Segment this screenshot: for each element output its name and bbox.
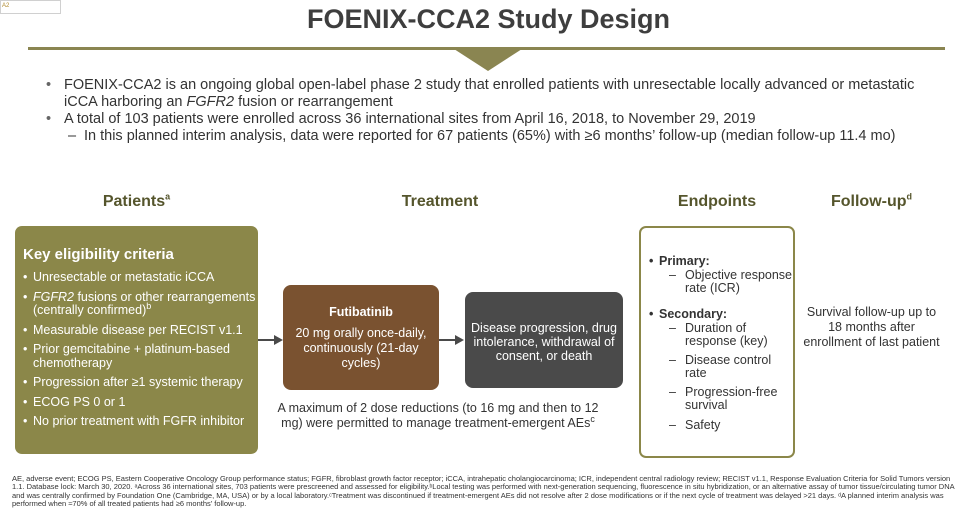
bullet-study-text-b: fusion or rearrangement: [234, 94, 393, 110]
footnote: AE, adverse event; ECOG PS, Eastern Cooperative Oncology Group performance status; FGFR, fibroblast growth factor receptor; iCCA, intrahepatic cholangiocarcinoma; ICR, independent central radiology review; RECIST v1.1, Response Evaluation Criteria for Solid Tumors version 1.1. Database lock: March 30, 2020. ᵃAcross 36 international sites, 703 patients were prescreened and assessed for eligibility.ᵇLocal testing was performed with next-generation sequencing, fluorescence in situ hybridization, or an alternative assay of tumor tissue/circulating tumor DNA and was centrally confirmed by Foundation One (Cambridge, MA, USA) or by a local laboratory.ᶜTreatment was discontinued if treatment-emergent AEs did not resolve after 2 dose modifications or if the next cycle of treatment was delayed >21 days. ᵈA planned interim analysis was performed when ≈70% of all treated patients had ≥6 months’ follow-up.: [12, 474, 955, 509]
endpoint-primary-heading: • Primary:: [649, 254, 793, 268]
eligibility-item: • No prior treatment with FGFR inhibitor: [23, 415, 258, 429]
title-divider-notch: [454, 49, 522, 71]
eligibility-sup: b: [146, 300, 152, 311]
eligibility-gene: FGFR2: [33, 289, 74, 304]
intro-bullets: [42, 77, 942, 145]
patients-header-sup: a: [165, 191, 171, 202]
bullet-study: [42, 77, 942, 111]
endpoint-secondary-item: – Safety: [649, 419, 793, 432]
followup-header-sup: d: [906, 191, 913, 202]
bullet-study-gene: FGFR2: [186, 94, 235, 110]
arrow-to-treatment-icon: [258, 333, 284, 347]
eligibility-heading: Key eligibility criteria: [23, 246, 174, 263]
endpoint-secondary-item: – Progression-free survival: [649, 386, 793, 412]
eligibility-item: • Prior gemcitabine + platinum-based chemotherapy: [23, 343, 258, 370]
dose-note-text: A maximum of 2 dose reductions (to 16 mg and then to 12 mg) were permitted to manage treatment-emergent AEs: [277, 401, 599, 430]
treatment-box: [283, 285, 439, 390]
column-header-endpoints: Endpoints: [677, 193, 757, 210]
bullet-interim: – In this planned interim analysis, data were reported for 67 patients (65%) with ≥6 months’ follow-up (median follow-up 11.4 mo): [42, 128, 942, 145]
discontinuation-box: Disease progression, drug intolerance, withdrawal of consent, or death: [465, 292, 623, 388]
corner-tag: A2: [0, 0, 61, 14]
dose-note-sup: c: [590, 413, 595, 424]
eligibility-item: • ECOG PS 0 or 1: [23, 396, 258, 410]
patients-header-text: Patients: [102, 193, 166, 210]
endpoint-secondary-item: – Duration of response (key): [649, 322, 793, 348]
eligibility-box: [15, 226, 258, 454]
column-header-followup: [800, 193, 943, 211]
bullet-study-text-a: FOENIX-CCA2 is an ongoing global open-label phase 2 study that enrolled patients with unresectable locally advanced or metastatic iCCA harboring an: [64, 77, 915, 110]
page-title: FOENIX-CCA2 Study Design: [306, 4, 671, 34]
eligibility-item: • Progression after ≥1 systemic therapy: [23, 376, 258, 390]
eligibility-item-text: fusions or other rearrangements (centrally confirmed): [33, 289, 256, 317]
endpoint-primary-item: – Objective response rate (ICR): [649, 269, 793, 295]
followup-header-text: Follow-up: [830, 193, 907, 210]
column-header-treatment: Treatment: [401, 193, 479, 210]
endpoint-secondary-item: – Disease control rate: [649, 354, 793, 380]
eligibility-item: • Measurable disease per RECIST v1.1: [23, 324, 258, 338]
treatment-drug: Futibatinib: [329, 305, 393, 319]
endpoints-box: [639, 226, 795, 458]
eligibility-item: [23, 291, 258, 318]
arrow-to-discontinuation-icon: [439, 333, 465, 347]
treatment-dose: 20 mg orally once-daily, continuously (21-day cycles): [295, 326, 427, 370]
column-header-patients: [15, 193, 258, 211]
eligibility-item: • Unresectable or metastatic iCCA: [23, 271, 258, 285]
endpoint-secondary-heading: • Secondary:: [649, 307, 793, 321]
followup-text: Survival follow-up up to 18 months after enrollment of last patient: [803, 305, 940, 349]
dose-reduction-note: [270, 401, 606, 431]
bullet-enrollment: • A total of 103 patients were enrolled across 36 international sites from April 16, 2018, to November 29, 2019: [42, 111, 942, 128]
